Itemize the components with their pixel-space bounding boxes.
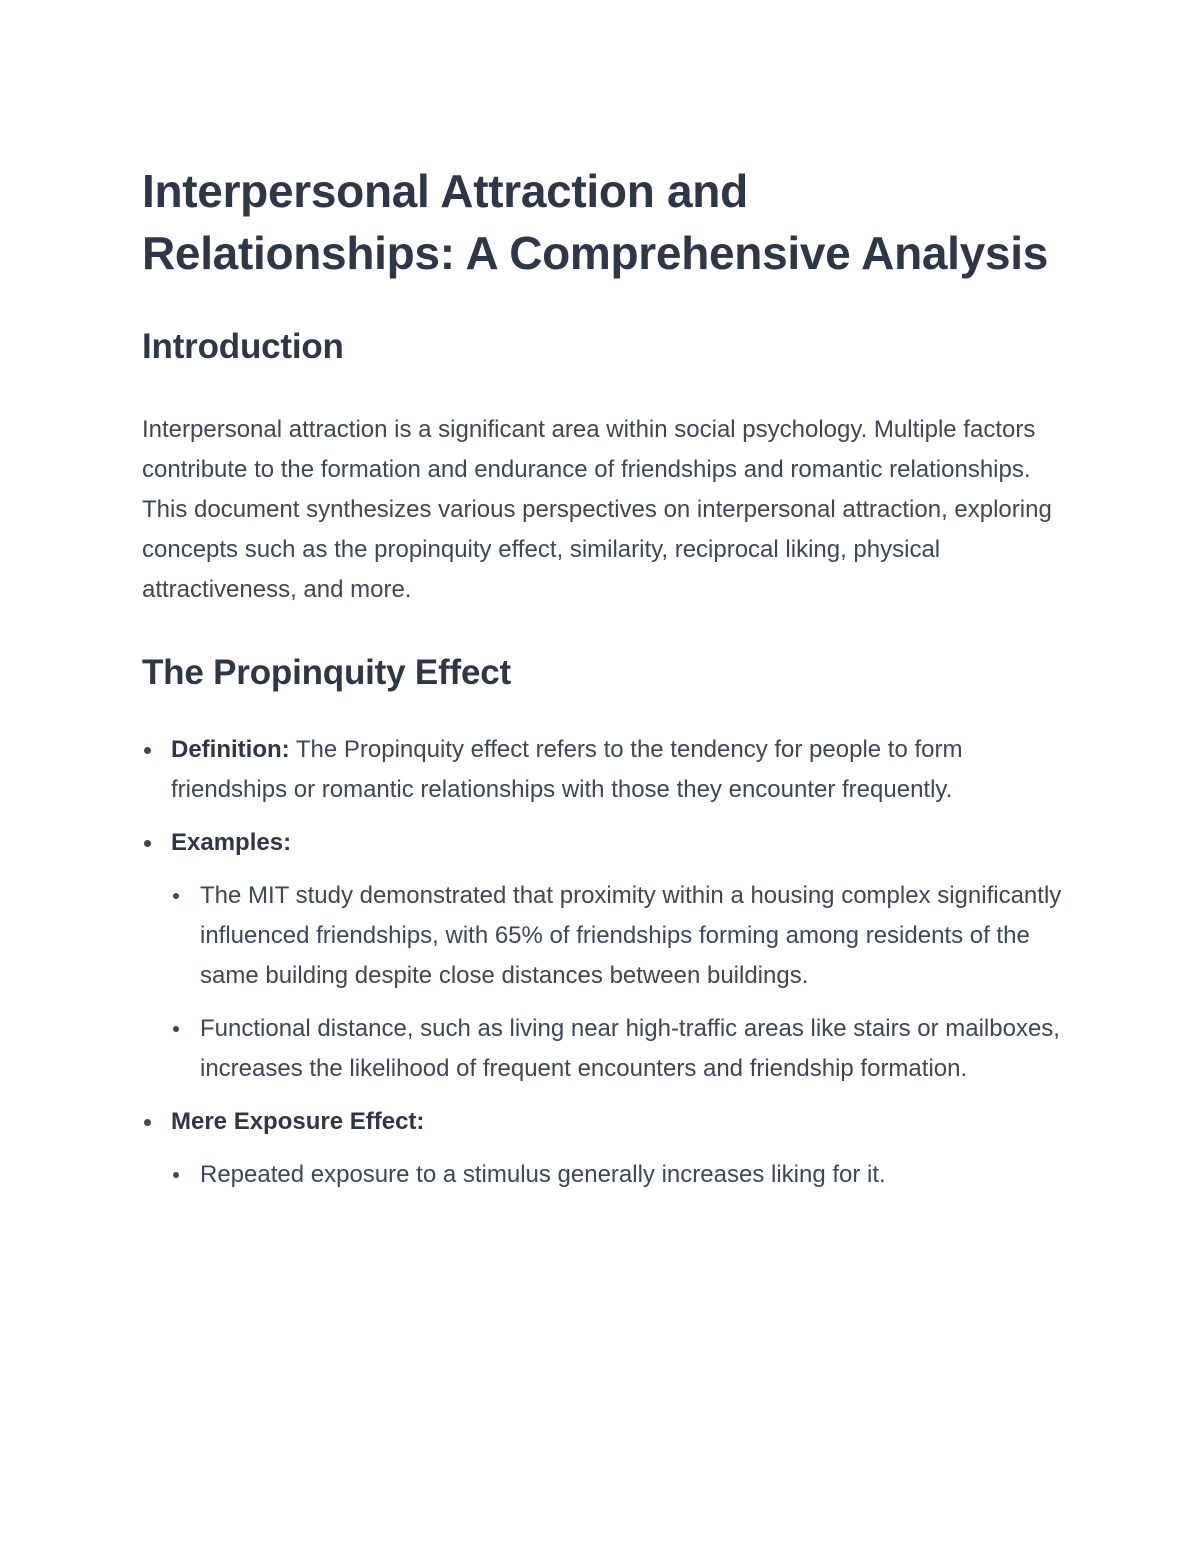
examples-term: Examples: <box>171 829 292 856</box>
definition-text: The Propinquity effect refers to the tendency for people to form friendships or romantic relationships with those they encounter frequently. <box>171 736 963 803</box>
bullet-dot <box>144 747 151 754</box>
document-page <box>142 160 1062 1208</box>
introduction-paragraph: Interpersonal attraction is a significant area within social psychology. Multiple factors contribute to the formation and endurance of friendships and romantic relationships. This document synthesizes various perspectives on interpersonal attraction, exploring concepts such as the propinquity effect, similarity, reciprocal liking, physical attractiveness, and more. <box>142 416 1052 603</box>
mere-exposure-term: Mere Exposure Effect: <box>171 1108 425 1135</box>
introduction-heading: Introduction <box>142 327 344 366</box>
examples-sublist <box>171 876 1062 1089</box>
list-item-mere-exposure-point <box>171 1155 1062 1195</box>
document-title: Interpersonal Attraction and Relationships: A Comprehensive Analysis <box>142 165 1048 279</box>
example-mit-text: The MIT study demonstrated that proximity within a housing complex significantly influenced friendships, with 65% of friendships forming among residents of the same building despite close distances between buildings. <box>200 882 1062 989</box>
list-item-mere-exposure <box>142 1102 1062 1195</box>
definition-term: Definition: <box>171 736 290 763</box>
example-functional-text: Functional distance, such as living near high-traffic areas like stairs or mailboxes, increases the likelihood of frequent encounters and friendship formation. <box>200 1015 1060 1082</box>
propinquity-heading: The Propinquity Effect <box>142 653 511 692</box>
propinquity-list <box>142 730 1062 1195</box>
list-item-examples <box>142 823 1062 1089</box>
bullet-dot <box>144 840 151 847</box>
mere-exposure-sublist <box>171 1155 1062 1195</box>
list-item-definition <box>142 730 1062 810</box>
mere-exposure-text: Repeated exposure to a stimulus generally increases liking for it. <box>200 1161 886 1188</box>
sub-bullet-dot <box>173 1172 179 1178</box>
bullet-dot <box>144 1119 151 1126</box>
list-item-example-mit <box>171 876 1062 996</box>
sub-bullet-dot <box>173 893 179 899</box>
sub-bullet-dot <box>173 1026 179 1032</box>
list-item-example-functional <box>171 1009 1062 1089</box>
